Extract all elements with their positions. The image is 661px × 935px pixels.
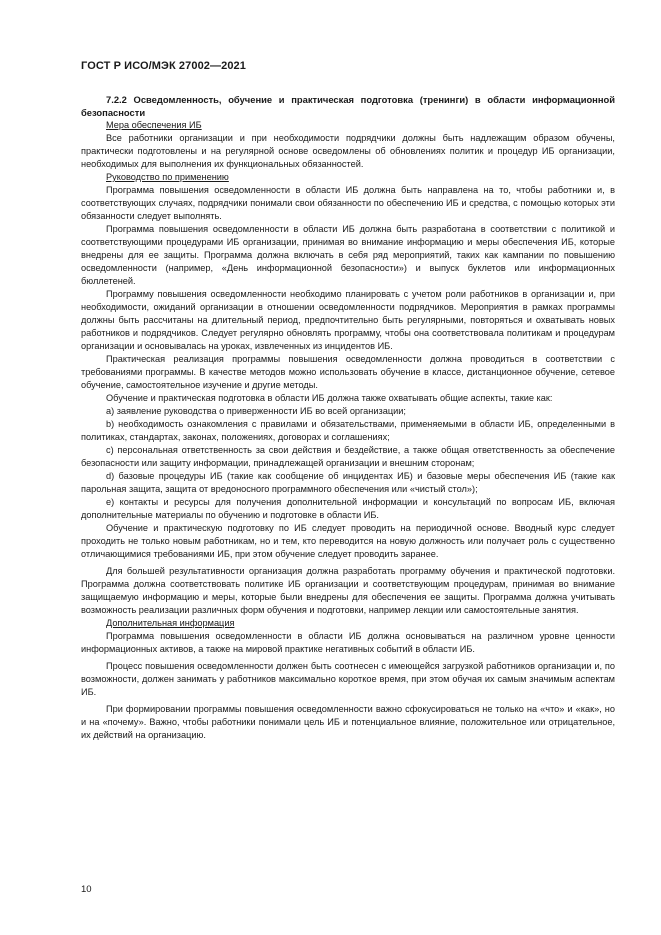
section-content bbox=[81, 93, 615, 742]
page-number: 10 bbox=[81, 884, 92, 895]
paragraph: Программа повышения осведомленности в области ИБ должна быть направлена на то, чтобы работники и, в соответствующих случаях, подрядчики понимали свои обязанности по обеспечению ИБ и средства, с помощью которых эти обязанности следует выполнять. bbox=[81, 185, 615, 221]
list-item-c: c) персональная ответственность за свои действия и бездействие, а также общая ответственность за обеспечение безопасности или защиту информации, принадлежащей организации и внешним сторонам; bbox=[81, 445, 615, 468]
paragraph: Процесс повышения осведомленности должен быть соотнесен с имеющейся загрузкой работников организации и, по возможности, должен занимать у работников максимально короткое время, при этом обучая их самым значимым аспектам ИБ. bbox=[81, 661, 615, 697]
paragraph: Программа повышения осведомленности в области ИБ должна основываться на различном уровне ценности информационных активов, а также на мировой практике негативных событий в области ИБ. bbox=[81, 631, 615, 654]
paragraph: Практическая реализация программы повышения осведомленности должна проводиться в соответствии с требованиями программы. В качестве методов можно использовать обучение в классе, дистанционное обучение, сетевое обучение, самостоятельное изучение и другие методы. bbox=[81, 354, 615, 390]
list-item-b: b) необходимость ознакомления с правилами и обязательствами, применяемыми в области ИБ, определенными в политиках, стандартах, законах, положениях, договорах и соглашениях; bbox=[81, 419, 615, 442]
list-item-d: d) базовые процедуры ИБ (такие как сообщение об инцидентах ИБ) и базовые меры обеспечения ИБ (такие как парольная защита, защита от вредоносного программного обеспечения или «чистый стол»); bbox=[81, 471, 615, 494]
paragraph: Обучение и практическая подготовка в области ИБ должна также охватывать общие аспекты, такие как: bbox=[106, 393, 553, 403]
subheading-control: Мера обеспечения ИБ bbox=[106, 120, 202, 130]
paragraph: Для большей результативности организация должна разработать программу обучения и практической подготовки. Программа должна соответствовать политике ИБ организации и соответствующим процедурам, принимая во внимание защищаемую информацию и меры, которые были внедрены для обеспечения ее защиты. Программа должна учитывать возможность реализации различных форм обучения и подготовки, например лекции или самостоятельные занятия. bbox=[81, 566, 615, 615]
list-item-a: a) заявление руководства о приверженности ИБ во всей организации; bbox=[106, 406, 406, 416]
subheading-guidance: Руководство по применению bbox=[106, 172, 229, 182]
paragraph: Программу повышения осведомленности необходимо планировать с учетом роли работников в организации и, при необходимости, ожиданий организации в отношении осведомленности подрядчиков. Мероприятия в рамках программы должны быть рассчитаны на длительный период, предпочтительно быть регулярными, повторяться и охватывать новых работников и подрядчиков. Следует регулярно обновлять программу, чтобы она соответствовала политикам и процедурам организации и основывалась на уроках, извлеченных из инцидентов ИБ. bbox=[81, 289, 615, 351]
list-item-e: e) контакты и ресурсы для получения дополнительной информации и консультаций по вопросам ИБ, включая дополнительные материалы по обучению и подготовке в области ИБ. bbox=[81, 497, 615, 520]
paragraph: Программа повышения осведомленности в области ИБ должна быть разработана в соответствии с политикой и соответствующими процедурами ИБ организации, принимая во внимание информацию и меры обеспечения ИБ, которые внедрены для ее защиты. Программа должна включать в себя ряд мероприятий, таких как кампании по повышению осведомленности (например, «День информационной безопасности») и выпуск буклетов или информационных бюллетеней. bbox=[81, 224, 615, 286]
section-title: 7.2.2 Осведомленность, обучение и практическая подготовка (тренинги) в области информационной безопасности bbox=[81, 94, 615, 118]
paragraph: Обучение и практическую подготовку по ИБ следует проводить на периодичной основе. Вводный курс следует проходить не только новым работникам, но и тем, кто переводится на новую должность или получает роль с существенно отличающимися требованиями ИБ, при этом обучение следует проводить заранее. bbox=[81, 523, 615, 559]
paragraph: При формировании программы повышения осведомленности важно сфокусироваться не только на «что» и «как», но и на «почему». Важно, чтобы работники понимали цель ИБ и потенциальное влияние, положительное или отрицательное, их действий на организацию. bbox=[81, 704, 615, 740]
paragraph: Все работники организации и при необходимости подрядчики должны быть надлежащим образом обучены, практически подготовлены и на регулярной основе осведомлены об обновлениях политик и процедур ИБ организации, необходимых для выполнения их функциональных обязанностей. bbox=[81, 133, 615, 169]
subheading-additional: Дополнительная информация bbox=[106, 618, 235, 628]
standard-header: ГОСТ Р ИСО/МЭК 27002—2021 bbox=[81, 60, 246, 72]
